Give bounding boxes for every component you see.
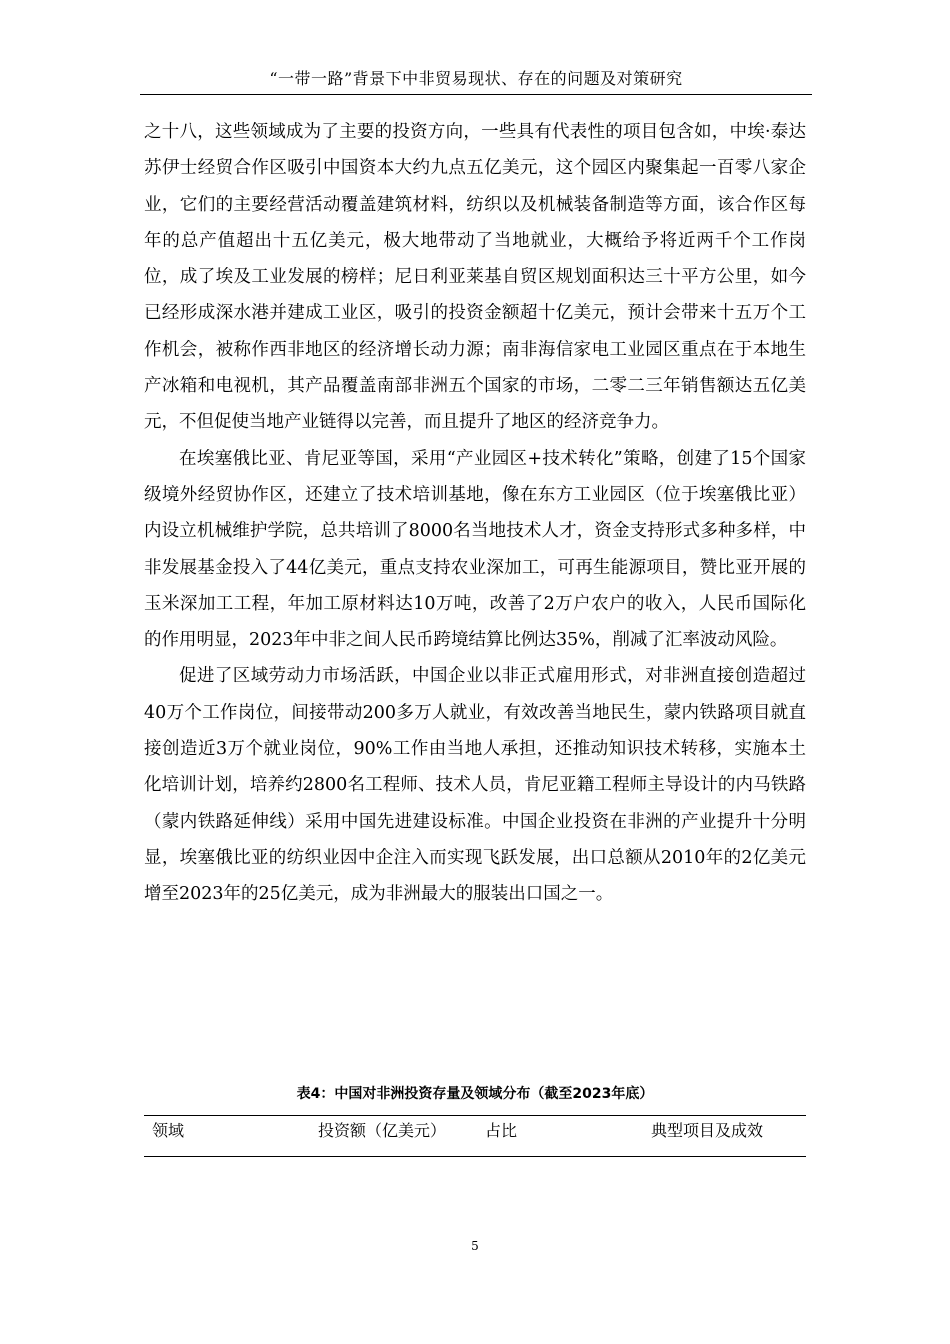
paragraph-3: 促进了区域劳动力市场活跃，中国企业以非正式雇用形式，对非洲直接创造超过40万个工作岗位，间接带动200多万人就业，有效改善当地民生，蒙内铁路项目就直接创造近3万个就业岗位，90%工作由当地人承担，还推动知识技术转移，实施本土化培训计划，培养约2800名工程师、技术人员，肯尼亚籍工程师主导设计的内马铁路（蒙内铁路延伸线）采用中国先进建设标准。中国企业投资在非洲的产业提升十分明显，埃塞俄比亚的纺织业因中企注入而实现飞跃发展，出口总额从2010年的2亿美元增至2023年的25亿美元，成为非洲最大的服装出口国之一。: [144, 666, 806, 905]
page-number: 5: [471, 1239, 479, 1253]
table-caption: 表4：中国对非洲投资存量及领域分布（截至2023年底）: [296, 1086, 654, 1102]
table-header-field: 领域: [152, 1121, 185, 1140]
table-header-investment: 投资额（亿美元）: [318, 1121, 447, 1140]
table-top-rule: [144, 1115, 806, 1116]
table-header-share: 占比: [485, 1121, 518, 1140]
table-header-rule: [144, 1156, 806, 1157]
table-header-projects: 典型项目及成效: [651, 1121, 764, 1140]
header-rule: [140, 94, 812, 95]
paragraph-1: 之十八，这些领域成为了主要的投资方向，一些具有代表性的项目包含如，中埃·泰达苏伊士经贸合作区吸引中国资本大约九点五亿美元，这个园区内聚集起一百零八家企业，它们的主要经营活动覆盖建筑材料，纺织以及机械装备制造等方面，该合作区每年的总产值超出十五亿美元，极大地带动了当地就业，大概给予将近两千个工作岗位，成了埃及工业发展的榜样；尼日利亚莱基自贸区规划面积达三十平方公里，如今已经形成深水港并建成工业区，吸引的投资金额超十亿美元，预计会带来十五万个工作机会，被称作西非地区的经济增长动力源；南非海信家电工业园区重点在于本地生产冰箱和电视机，其产品覆盖南部非洲五个国家的市场，二零二三年销售额达五亿美元，不但促使当地产业链得以完善，而且提升了地区的经济竞争力。: [144, 122, 806, 433]
paragraph-2: 在埃塞俄比亚、肯尼亚等国，采用“产业园区+技术转化”策略，创建了15个国家级境外经贸协作区，还建立了技术培训基地，像在东方工业园区（位于埃塞俄比亚）内设立机械维护学院，总共培训了8000名当地技术人才，资金支持形式多种多样，中非发展基金投入了44亿美元，重点支持农业深加工，可再生能源项目，赞比亚开展的玉米深加工工程，年加工原材料达10万吨，改善了2万户农户的收入，人民币国际化的作用明显，2023年中非之间人民币跨境结算比例达35%，削减了汇率波动风险。: [144, 448, 806, 651]
body-text: [144, 114, 806, 913]
running-header: “一带一路”背景下中非贸易现状、存在的问题及对策研究: [269, 69, 683, 88]
